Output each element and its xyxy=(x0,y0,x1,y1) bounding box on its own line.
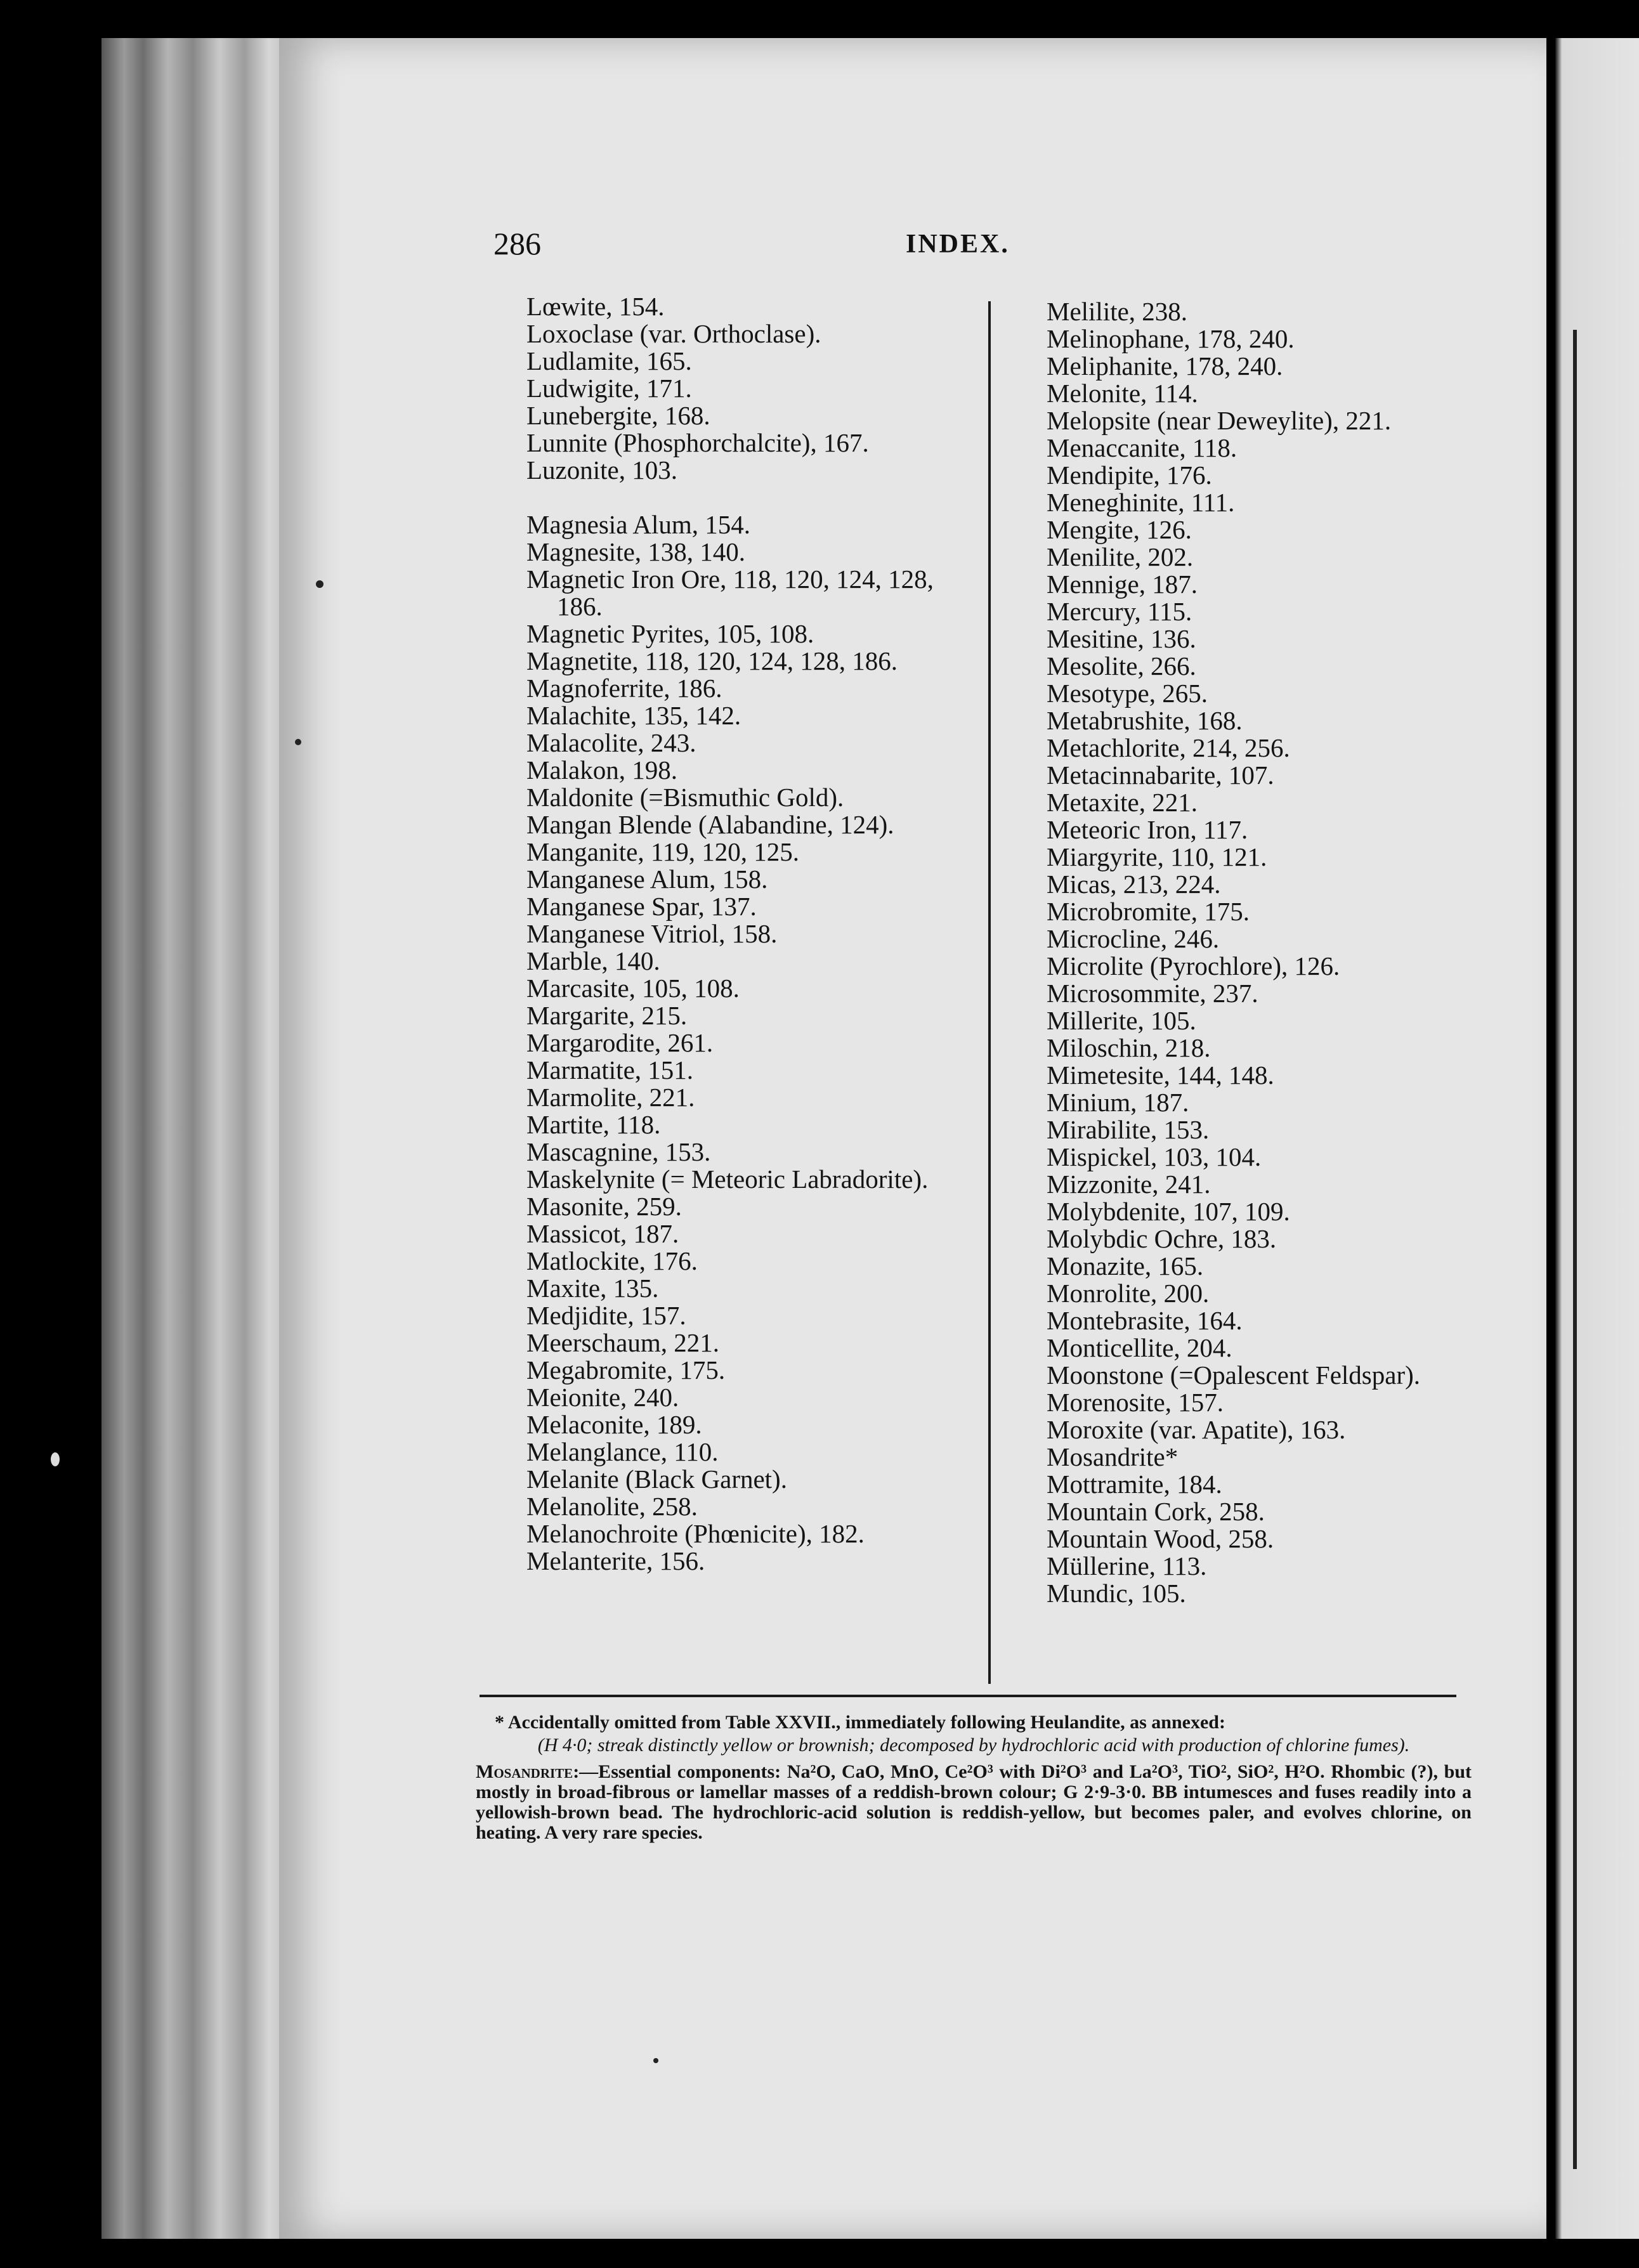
running-title: INDEX. xyxy=(906,230,1010,259)
index-entry: Mimetesite, 144, 148. xyxy=(1047,1060,1274,1090)
index-entry: Mennige, 187. xyxy=(1047,570,1198,599)
index-entry: Metaxite, 221. xyxy=(1047,788,1198,817)
index-entry: Moonstone (=Opalescent Feldspar). xyxy=(1047,1360,1421,1390)
index-entry: Malacolite, 243. xyxy=(526,728,696,757)
index-entry: Manganite, 119, 120, 125. xyxy=(526,837,800,866)
footnote xyxy=(476,1712,1472,1843)
index-entry: Mundic, 105. xyxy=(1047,1579,1186,1608)
index-entry: Loxoclase (var. Orthoclase). xyxy=(526,319,821,348)
index-entry: Morenosite, 157. xyxy=(1047,1388,1224,1417)
ink-speck xyxy=(316,580,323,588)
index-section-gap xyxy=(526,484,958,511)
index-entry: Maxite, 135. xyxy=(526,1274,659,1303)
index-entry: Metabrushite, 168. xyxy=(1047,706,1243,735)
ink-speck xyxy=(295,739,301,745)
footnote-body: :—Essential components: Na²O, CaO, MnO, Ce²O³ with Di²O³ and La²O³, TiO², SiO², H²O. Rhombic (?), but mostly in broad-fibrous or lamellar masses of a reddish-brown colour; G 2·9-3·0. BB intumesces and fuses readily into a yellowish-brown bead. The hydrochloric-acid solution is reddish-yellow, but becomes paler, and evolves chlorine, on heating. A very rare species. xyxy=(476,1761,1472,1843)
next-page-edge-line xyxy=(1573,330,1577,2169)
index-entry: Montebrasite, 164. xyxy=(1047,1306,1243,1335)
index-entry: Mesitine, 136. xyxy=(1047,624,1196,653)
index-entry: Mosandrite* xyxy=(1047,1442,1179,1471)
index-entry: Miargyrite, 110, 121. xyxy=(1047,842,1267,871)
index-entry: Meliphanite, 178, 240. xyxy=(1047,351,1283,381)
ink-speck xyxy=(51,1452,60,1466)
index-entry: Malakon, 198. xyxy=(526,755,677,785)
index-entry: Melanglance, 110. xyxy=(526,1437,719,1466)
index-entry: Moroxite (var. Apatite), 163. xyxy=(1047,1415,1346,1444)
index-entry: Mesolite, 266. xyxy=(1047,651,1196,681)
index-entry: Mesotype, 265. xyxy=(1047,679,1208,708)
index-entry: Microbromite, 175. xyxy=(1047,897,1250,926)
index-entry: Miloschin, 218. xyxy=(1047,1033,1211,1062)
index-entry: Meneghinite, 111. xyxy=(1047,488,1235,517)
index-entry: Luzonite, 103. xyxy=(526,455,677,485)
index-entry: Mispickel, 103, 104. xyxy=(1047,1142,1262,1171)
index-entry: Menilite, 202. xyxy=(1047,542,1194,571)
index-entry: Mangan Blende (Alabandine, 124). xyxy=(526,810,894,839)
index-entry: Mengite, 126. xyxy=(1047,515,1192,544)
index-entry: Megabromite, 175. xyxy=(526,1355,726,1385)
index-entry: Magnoferrite, 186. xyxy=(526,674,722,703)
index-entry: Medjidite, 157. xyxy=(526,1301,686,1330)
index-entry: Melanolite, 258. xyxy=(526,1492,698,1521)
index-entry: Melaconite, 189. xyxy=(526,1410,702,1439)
index-entry: Magnetic Pyrites, 105, 108. xyxy=(526,619,814,648)
footnote-term: Mosandrite xyxy=(476,1761,573,1782)
index-entry: Meerschaum, 221. xyxy=(526,1328,719,1357)
footnote-description xyxy=(476,1762,1472,1843)
book-binding xyxy=(101,38,292,2239)
index-entry: Ludlamite, 165. xyxy=(526,346,692,375)
index-entry: Microcline, 246. xyxy=(1047,924,1220,953)
index-entry: Magnetic Iron Ore, 118, 120, 124, 128, 186. xyxy=(526,564,934,621)
index-entry: Manganese Spar, 137. xyxy=(526,892,757,921)
index-entry: Margarite, 215. xyxy=(526,1001,688,1030)
index-entry: Margarodite, 261. xyxy=(526,1028,714,1057)
index-entry: Metachlorite, 214, 256. xyxy=(1047,733,1290,762)
index-entry: Massicot, 187. xyxy=(526,1219,679,1248)
column-divider xyxy=(988,301,991,1684)
index-entry: Lunnite (Phosphorchalcite), 167. xyxy=(526,428,869,457)
index-entry: Meionite, 240. xyxy=(526,1383,679,1412)
index-right-column xyxy=(1047,298,1541,1607)
index-entry: Micas, 213, 224. xyxy=(1047,870,1221,899)
index-entry: Microlite (Pyrochlore), 126. xyxy=(1047,951,1340,981)
index-entry: Malachite, 135, 142. xyxy=(526,701,741,730)
index-entry: Marmatite, 151. xyxy=(526,1055,694,1085)
index-entry: Monazite, 165. xyxy=(1047,1251,1204,1281)
index-entry: Manganese Alum, 158. xyxy=(526,864,768,894)
footnote-intro: * Accidentally omitted from Table XXVII., immediately following Heulandite, as annexed: xyxy=(495,1712,1225,1733)
index-entry: Melilite, 238. xyxy=(1047,297,1188,326)
index-entry: Molybdic Ochre, 183. xyxy=(1047,1224,1277,1253)
index-entry: Martite, 118. xyxy=(526,1110,661,1139)
footnote-properties: (H 4·0; streak distinctly yellow or brownish; decomposed by hydrochloric acid with production of chlorine fumes). xyxy=(537,1735,1410,1756)
index-entry: Melanite (Black Garnet). xyxy=(526,1464,787,1494)
index-entry: Masonite, 259. xyxy=(526,1192,682,1221)
index-entry: Mountain Cork, 258. xyxy=(1047,1497,1265,1526)
page-header xyxy=(493,225,1058,270)
index-entry: Ludwigite, 171. xyxy=(526,374,692,403)
index-entry: Microsommite, 237. xyxy=(1047,979,1258,1008)
index-entry: Manganese Vitriol, 158. xyxy=(526,919,778,948)
index-entry: Molybdenite, 107, 109. xyxy=(1047,1197,1290,1226)
index-entry: Mizzonite, 241. xyxy=(1047,1170,1211,1199)
index-entry: Maskelynite (= Meteoric Labradorite). xyxy=(526,1164,929,1194)
index-entry: Magnesia Alum, 154. xyxy=(526,510,751,539)
index-entry: Melonite, 114. xyxy=(1047,379,1198,408)
index-entry: Lunebergite, 168. xyxy=(526,401,710,430)
index-entry: Matlockite, 176. xyxy=(526,1246,698,1275)
index-entry: Melanochroite (Phœnicite), 182. xyxy=(526,1519,865,1548)
index-entry: Minium, 187. xyxy=(1047,1088,1189,1117)
page-number: 286 xyxy=(493,226,541,261)
index-entry: Melanterite, 156. xyxy=(526,1546,705,1575)
index-entry: Marmolite, 221. xyxy=(526,1083,695,1112)
index-entry: Mountain Wood, 258. xyxy=(1047,1524,1274,1553)
index-entry: Lœwite, 154. xyxy=(526,292,665,321)
index-entry: Mercury, 115. xyxy=(1047,597,1192,626)
footnote-divider xyxy=(480,1695,1456,1697)
index-entry: Mirabilite, 153. xyxy=(1047,1115,1210,1144)
index-entry: Mendipite, 176. xyxy=(1047,460,1212,490)
index-entry: Meteoric Iron, 117. xyxy=(1047,815,1248,844)
index-entry: Maldonite (=Bismuthic Gold). xyxy=(526,783,844,812)
index-entry: Magnetite, 118, 120, 124, 128, 186. xyxy=(526,646,898,675)
index-entry: Müllerine, 113. xyxy=(1047,1551,1207,1580)
index-entry: Marble, 140. xyxy=(526,946,660,975)
index-entry: Monrolite, 200. xyxy=(1047,1279,1210,1308)
index-left-column xyxy=(526,293,958,1575)
index-entry: Mascagnine, 153. xyxy=(526,1137,711,1166)
index-entry: Magnesite, 138, 140. xyxy=(526,537,746,566)
index-entry: Mottramite, 184. xyxy=(1047,1470,1222,1499)
index-entry: Millerite, 105. xyxy=(1047,1006,1196,1035)
index-entry: Monticellite, 204. xyxy=(1047,1333,1232,1362)
index-entry: Marcasite, 105, 108. xyxy=(526,974,740,1003)
index-entry: Menaccanite, 118. xyxy=(1047,433,1237,462)
next-page-edge xyxy=(1555,38,1639,2239)
index-entry: Melopsite (near Deweylite), 221. xyxy=(1047,406,1392,435)
index-entry: Melinophane, 178, 240. xyxy=(1047,324,1295,353)
ink-speck xyxy=(653,2058,658,2063)
index-entry: Metacinnabarite, 107. xyxy=(1047,760,1274,790)
